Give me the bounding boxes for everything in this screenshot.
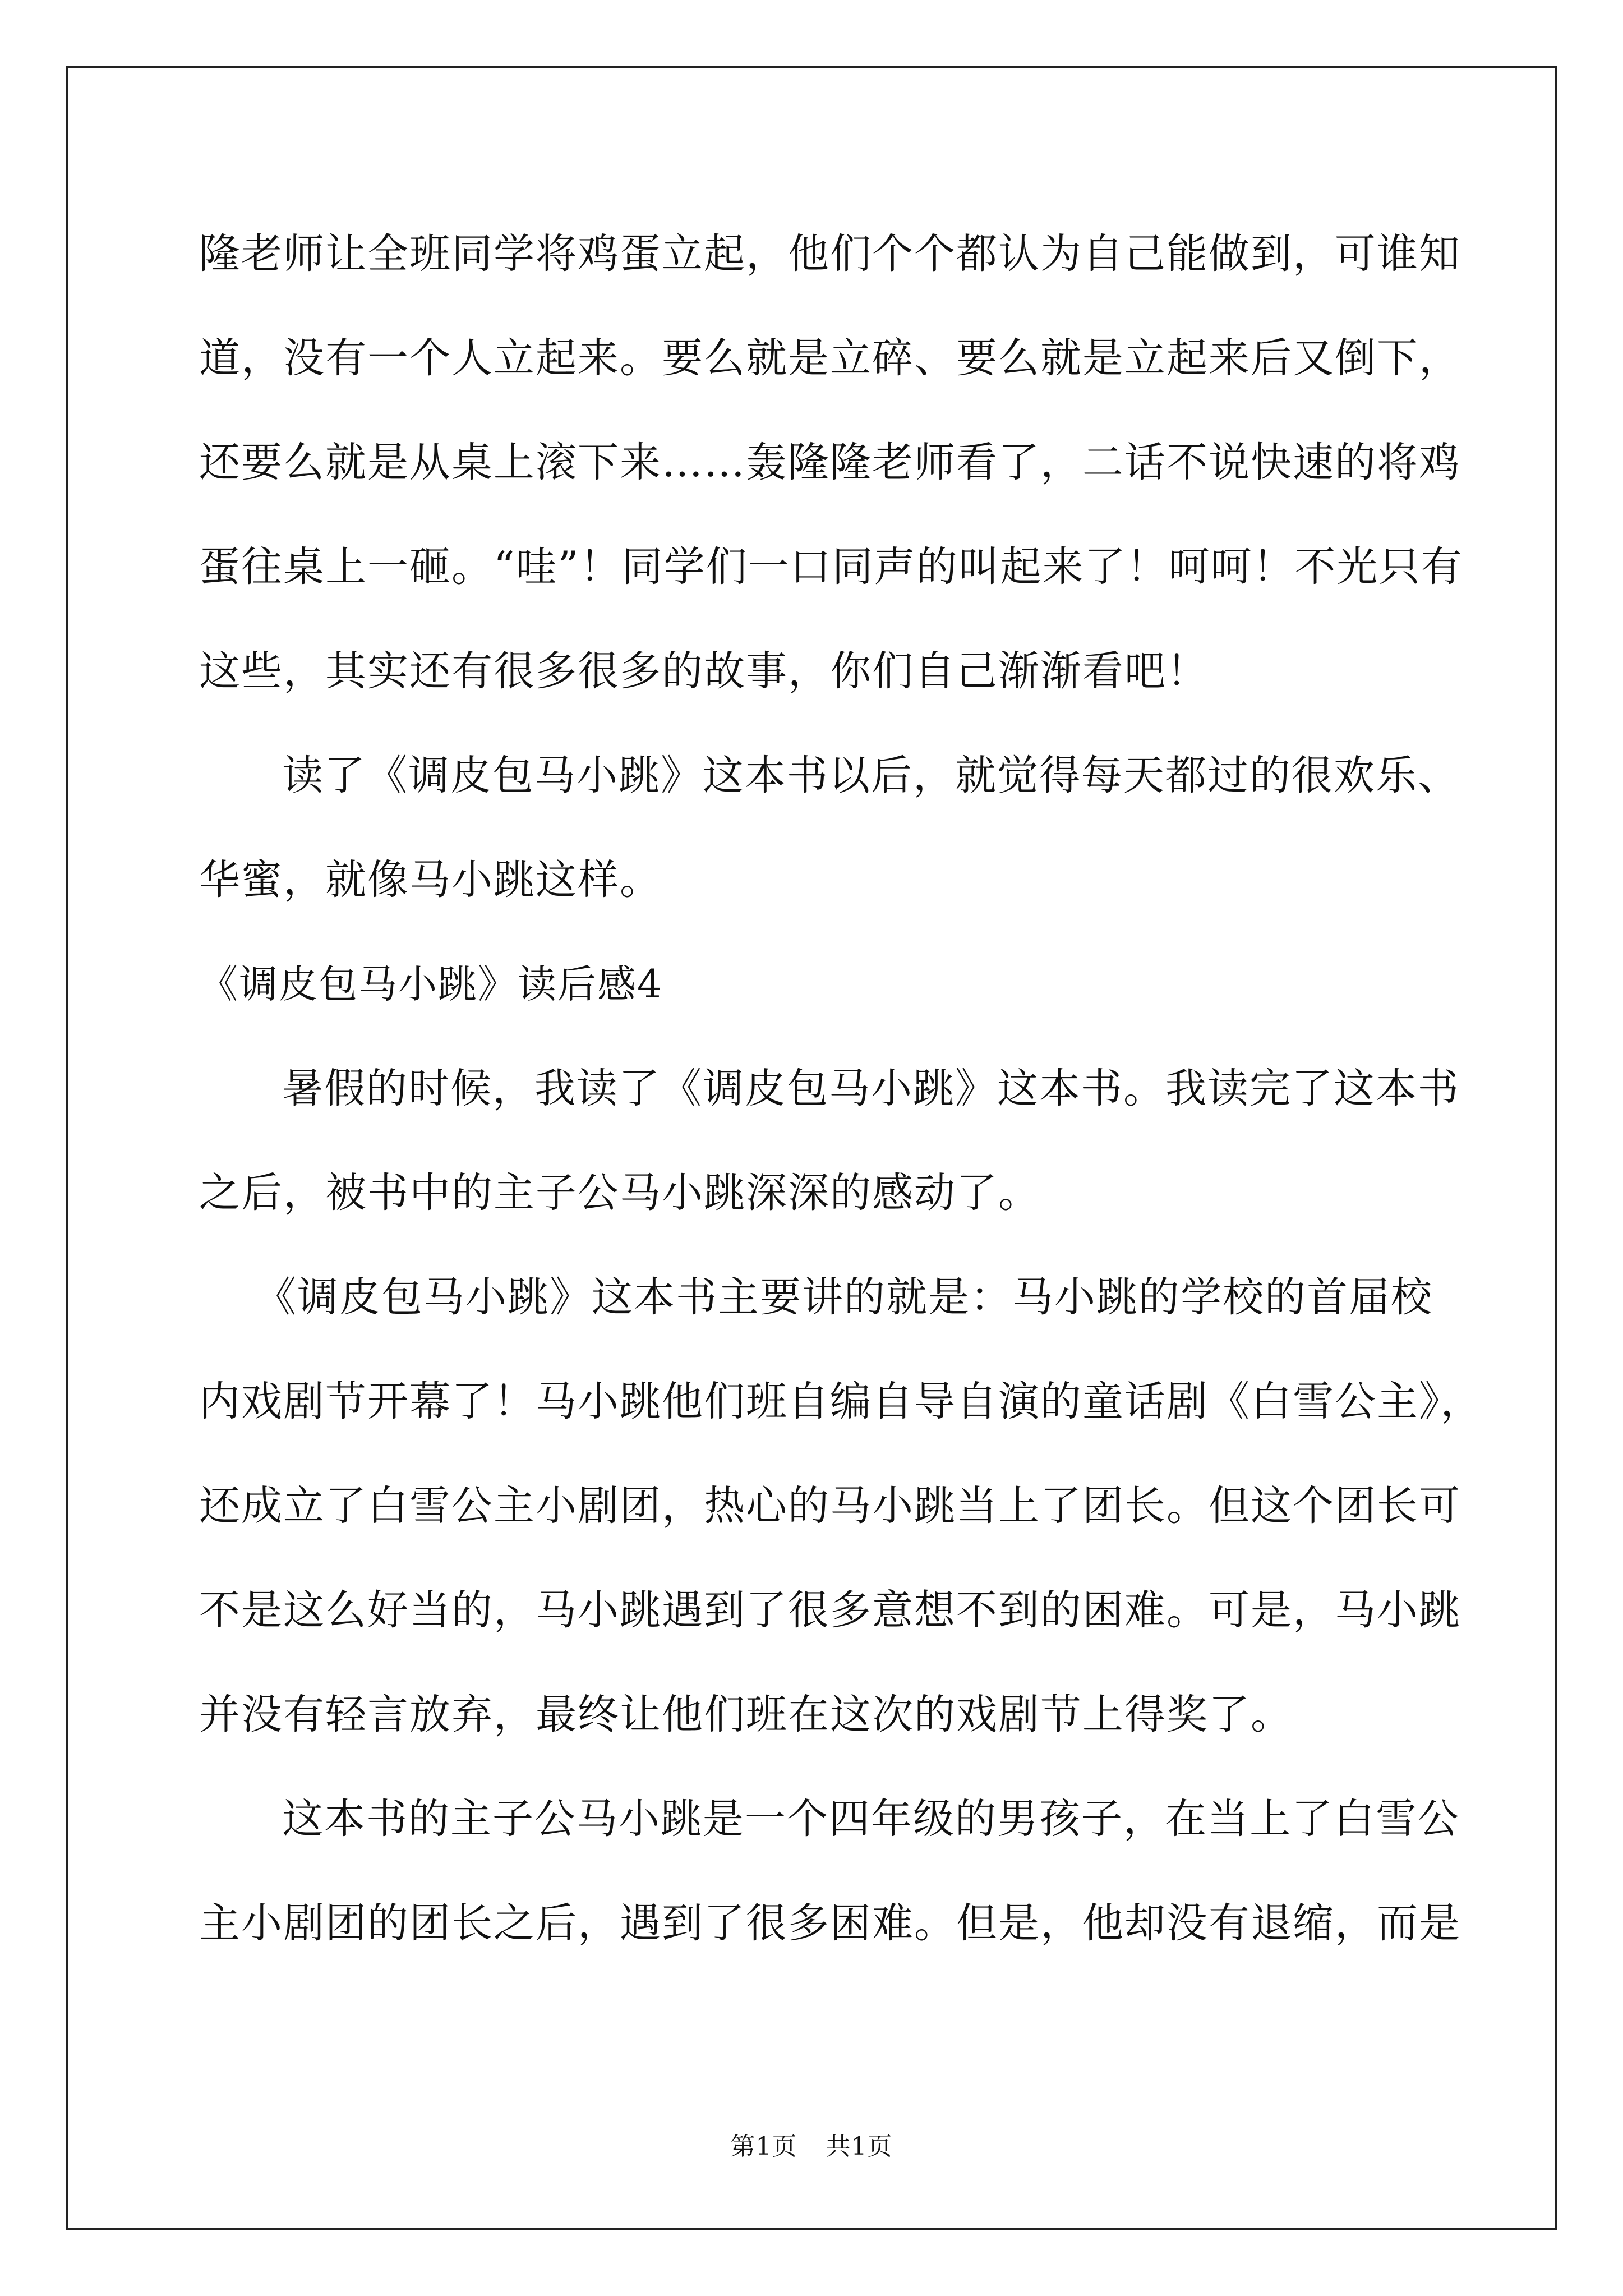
text-line: 蛋往桌上一砸。“哇”！同学们一口同声的叫起来了！呵呵！不光只有 <box>199 543 1463 591</box>
paragraph-start: 《调皮包马小跳》这本书主要讲的就是：马小跳的学校的首届校 <box>255 1273 1433 1321</box>
text-line: 并没有轻言放弃，最终让他们班在这次的戏剧节上得奖了。 <box>199 1691 1293 1738</box>
paragraph-start: 这本书的主子公马小跳是一个四年级的男孩子，在当上了白雪公 <box>282 1795 1460 1843</box>
text-line: 华蜜，就像马小跳这样。 <box>199 856 662 904</box>
text-line: 道，没有一个人立起来。要么就是立碎、要么就是立起来后又倒下， <box>199 334 1461 382</box>
text-line: 之后，被书中的主子公马小跳深深的感动了。 <box>199 1169 1040 1217</box>
document-body <box>199 202 1483 1976</box>
page-number: 第1页 <box>730 2132 797 2161</box>
text-line: 不是这么好当的，马小跳遇到了很多意想不到的困难。可是，马小跳 <box>199 1586 1461 1634</box>
section-heading: 《调皮包马小跳》读后感4 <box>199 962 663 1007</box>
text-line: 还成立了白雪公主小剧团，热心的马小跳当上了团长。但这个团长可 <box>199 1482 1461 1530</box>
page-footer <box>0 2126 1623 2162</box>
text-line: 这些，其实还有很多很多的故事，你们自己渐渐看吧！ <box>199 647 1209 695</box>
text-line: 隆老师让全班同学将鸡蛋立起，他们个个都认为自己能做到，可谁知 <box>199 230 1461 278</box>
text-line: 还要么就是从桌上滚下来……轰隆隆老师看了，二话不说快速的将鸡 <box>199 439 1461 486</box>
text-line: 主小剧团的团长之后，遇到了很多困难。但是，他却没有退缩，而是 <box>199 1899 1461 1947</box>
page-total: 共1页 <box>826 2132 893 2161</box>
text-line: 内戏剧节开幕了！马小跳他们班自编自导自演的童话剧《白雪公主》， <box>199 1378 1483 1425</box>
paragraph-start: 暑假的时候，我读了《调皮包马小跳》这本书。我读完了这本书 <box>282 1065 1460 1112</box>
paragraph-start: 读了《调皮包马小跳》这本书以后，就觉得每天都过的很欢乐、 <box>282 752 1460 799</box>
